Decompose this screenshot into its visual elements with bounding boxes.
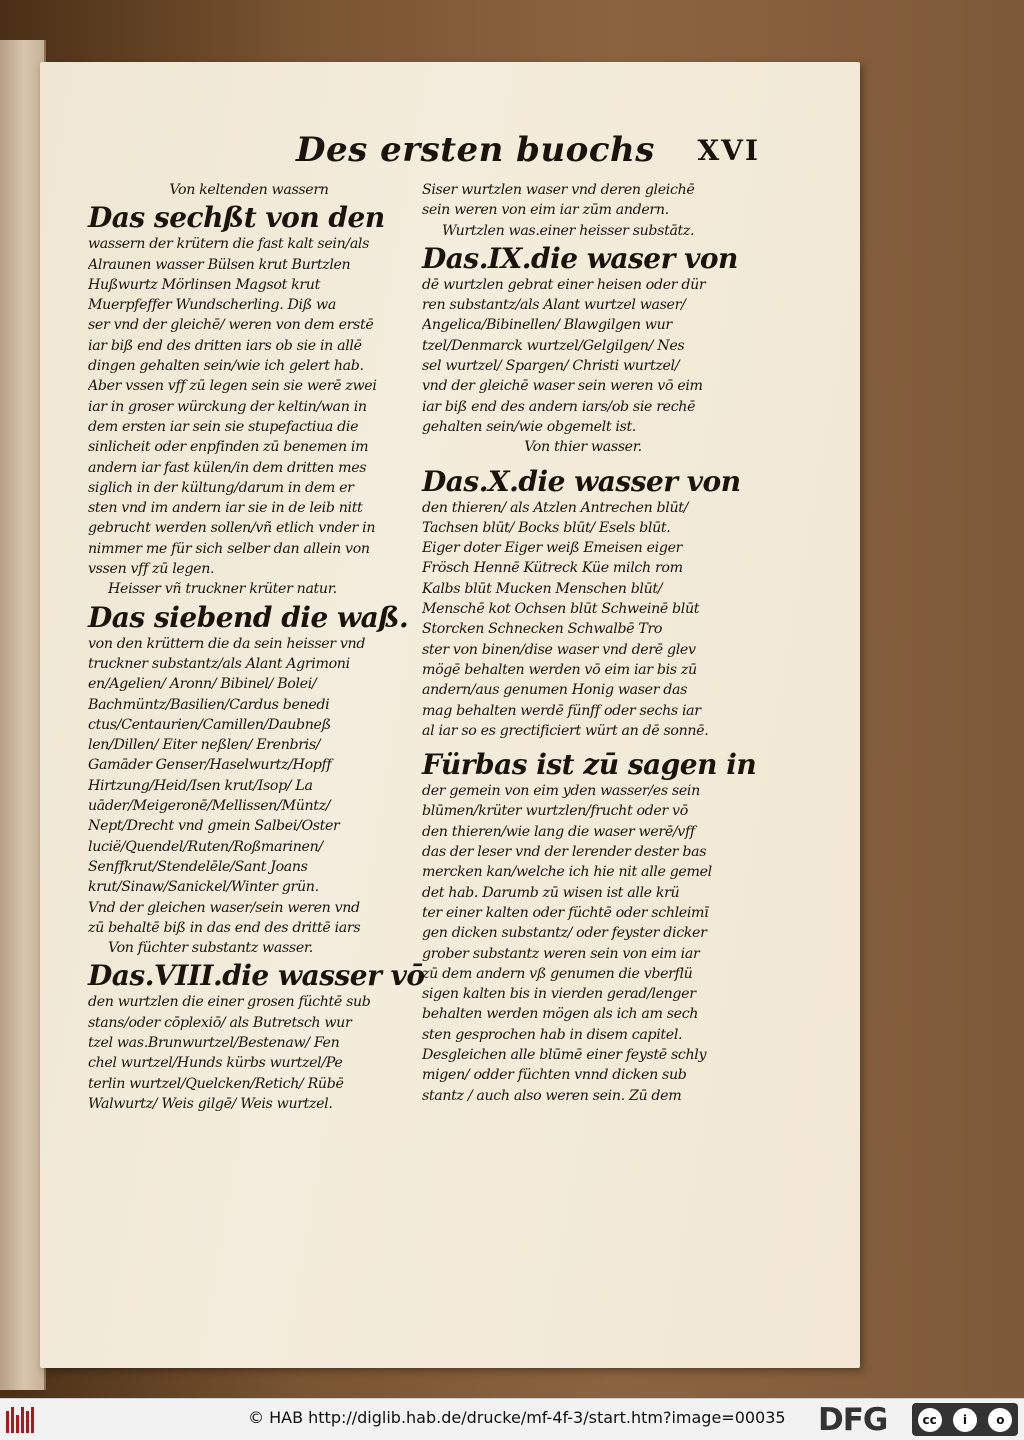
text-line: zū dem andern vß genumen die vberflü [422,965,693,982]
cc-license-badge[interactable] [912,1403,1018,1436]
text-line: dem ersten iar sein sie stupefactiua die [88,418,359,435]
text-line: mögē behalten werden vō eim iar bis zū [422,661,697,678]
text-line: gebrucht werden sollen/vñ etlich vnder in [88,520,376,537]
text-line: zū behaltē biß in das end des drittē iars [88,919,361,936]
section-heading: Von füchter substantz wasser. [108,940,313,957]
hab-logo-icon [6,1407,36,1433]
text-line: truckner substantz/als Alant Agrimoni [88,655,350,672]
text-line: den wurtzlen die einer grosen füchtē sub [88,994,371,1011]
viewer-footer [0,1398,1024,1440]
text-line: ster von binen/dise waser vnd derē glev [422,641,696,658]
chapter-heading: Das.VIII.die wasser vō [88,959,425,993]
text-line: mercken kan/welche ich hie nit alle gemel [422,864,712,881]
text-line: chel wurtzel/Hunds kürbs wurtzel/Pe [88,1055,343,1072]
chapter-heading: Das siebend die waß. [88,600,409,634]
text-line: stantz / auch also weren sein. Zū dem [422,1087,682,1104]
text-line: uāder/Meigeronē/Mellissen/Müntz/ [88,798,331,815]
text-line: ctus/Centaurien/Camillen/Daubneß [88,716,331,733]
text-line: ter einer kalten oder füchtē oder schleimī [422,904,709,921]
text-line: ren substantz/als Alant wurtzel waser/ [422,297,686,314]
text-line: den thieren/ als Atzlen Antrechen blūt/ [422,499,689,516]
text-line: Eiger doter Eiger weiß Emeisen eiger [422,540,683,557]
text-line: terlin wurtzel/Quelcken/Retich/ Rübē [88,1075,344,1092]
text-line: iar biß end des andern iars/ob sie rechē [422,398,696,415]
text-line: Aber vssen vff zū legen sein sie werē zwei [88,378,377,395]
text-line: Gamāder Genser/Haselwurtz/Hopff [88,757,332,774]
text-line: stans/oder cōplexiō/ als Butretsch wur [88,1014,352,1031]
text-line: Muerpfeffer Wundscherling. Diß wa [88,297,336,314]
chapter-heading: Fürbas ist zū sagen in [422,748,757,782]
left-text-column [88,180,425,1114]
section-heading: Von thier wasser. [524,439,642,456]
text-line: Storcken Schnecken Schwalbē Tro [422,621,663,638]
chapter-heading: Das.IX.die waser von [422,241,738,275]
text-line: das der leser vnd der lerender dester bas [422,844,707,861]
text-line: krut/Sinaw/Sanickel/Winter grün. [88,879,319,896]
text-line: andern/aus genumen Honig waser das [422,682,688,699]
text-line: tzel was.Brunwurtzel/Bestenaw/ Fen [88,1034,340,1051]
text-line: Siser wurtzlen waser vnd deren gleichē [422,182,695,198]
text-line: lucië/Quendel/Ruten/Roßmarinen/ [88,838,323,855]
text-line: migen/ odder füchten vnnd dicken sub [422,1067,687,1084]
text-line: Frösch Hennē Kütreck Küe milch rom [422,560,683,577]
text-line: mag behalten werdē fünff oder sechs iar [422,702,701,719]
text-line: sinlicheit oder enpfinden zū benemen im [88,439,369,456]
attribution-icon: i [953,1408,977,1432]
text-line: det hab. Darumb zū wisen ist alle krü [422,884,680,901]
spacer [422,458,744,464]
spacer [422,741,744,747]
text-line: ser vnd der gleichē/ weren von dem erstē [88,317,374,334]
text-line: den thieren/wie lang die waser werē/vff [422,823,695,840]
text-line: Walwurtz/ Weis gilgē/ Weis wurtzel. [88,1095,333,1112]
text-line: dingen gehalten sein/wie ich gelert hab. [88,358,364,375]
text-line: Menschē kot Ochsen blūt Schweinē blūt [422,601,700,618]
text-line: al iar so es grectificiert würt an dē sonnē. [422,722,709,739]
text-line: Alraunen wasser Bülsen krut Burtzlen [88,256,351,273]
text-line: Angelica/Bibinellen/ Blawgilgen wur [422,317,672,334]
cc-icon: cc [918,1408,942,1432]
chapter-heading: Das.X.die wasser von [422,464,741,498]
text-line: iar in groser würckung der keltin/wan in [88,398,367,415]
text-line: andern iar fast külen/in dem dritten mes [88,459,367,476]
text-line: sel wurtzel/ Spargen/ Christi wurtzel/ [422,358,680,375]
text-line: Vnd der gleichen waser/sein weren vnd [88,899,360,916]
text-line: Desgleichen alle blūmē einer feystē schly [422,1046,707,1063]
text-line: Kalbs blūt Mucken Menschen blūt/ [422,580,663,597]
text-line: len/Dillen/ Eiter neßlen/ Erenbris/ [88,737,321,754]
text-line: von den krüttern die da sein heisser vnd [88,635,366,652]
text-line: sten vnd im andern iar sie in de leib nitt [88,500,363,517]
text-line: Hußwurtz Mörlinsen Magsot krut [88,276,320,293]
text-line: Tachsen blūt/ Bocks blūt/ Esels blūt. [422,519,671,536]
text-line: Hirtzung/Heid/Isen krut/Isop/ La [88,777,313,794]
section-heading: Von keltenden wassern [169,182,329,198]
text-line: vssen vff zū legen. [88,561,215,578]
text-line: wassern der krütern die fast kalt sein/als [88,236,370,253]
text-line: vnd der gleichē waser sein weren vō eim [422,378,703,395]
text-line: sigen kalten bis in vierden gerad/lenger [422,986,696,1003]
text-line: Senffkrut/Stendelēle/Sant Joans [88,858,308,875]
right-text-column [422,180,757,1106]
text-line: sein weren von eim iar zūm andern. [422,202,669,219]
running-title: Des ersten buochs [296,130,655,170]
text-line: tzel/Denmarck wurtzel/Gelgilgen/ Nes [422,337,685,354]
dfg-logo: DFG [818,1402,888,1438]
text-line: behalten werden mögen als ich am sech [422,1006,699,1023]
text-line: gen dicken substantz/ oder feyster dicker [422,925,707,942]
copyright-url[interactable]: © HAB http://diglib.hab.de/drucke/mf-4f-3/start.htm?image=00035 [248,1408,786,1427]
text-line: Nept/Drecht vnd gmein Salbei/Oster [88,818,340,835]
section-heading: Wurtzlen was.einer heisser substātz. [442,222,695,239]
text-line: grober substantz weren sein von eim iar [422,945,700,962]
section-heading: Heisser vñ truckner krüter natur. [108,581,337,598]
text-line: nimmer me für sich selber dan allein von [88,540,370,557]
chapter-heading: Das sechßt von den [88,201,385,235]
text-line: gehalten sein/wie obgemelt ist. [422,418,636,435]
share-alike-icon: o [988,1408,1012,1432]
text-line: iar biß end des dritten iars ob sie in allē [88,337,362,354]
text-line: en/Agelien/ Aronn/ Bibinel/ Bolei/ [88,676,317,693]
page-header [296,130,766,176]
text-line: der gemein von eim yden wasser/es sein [422,783,700,800]
text-line: sten gesprochen hab in disem capitel. [422,1026,683,1043]
text-line: siglich in der kültung/darum in dem er [88,479,354,496]
text-line: blūmen/krüter wurtzlen/frucht oder vō [422,803,688,820]
text-line: dē wurtzlen gebrat einer heisen oder dür [422,276,706,293]
folio-number: XVI [697,134,760,167]
text-line: Bachmüntz/Basilien/Cardus benedi [88,696,330,713]
